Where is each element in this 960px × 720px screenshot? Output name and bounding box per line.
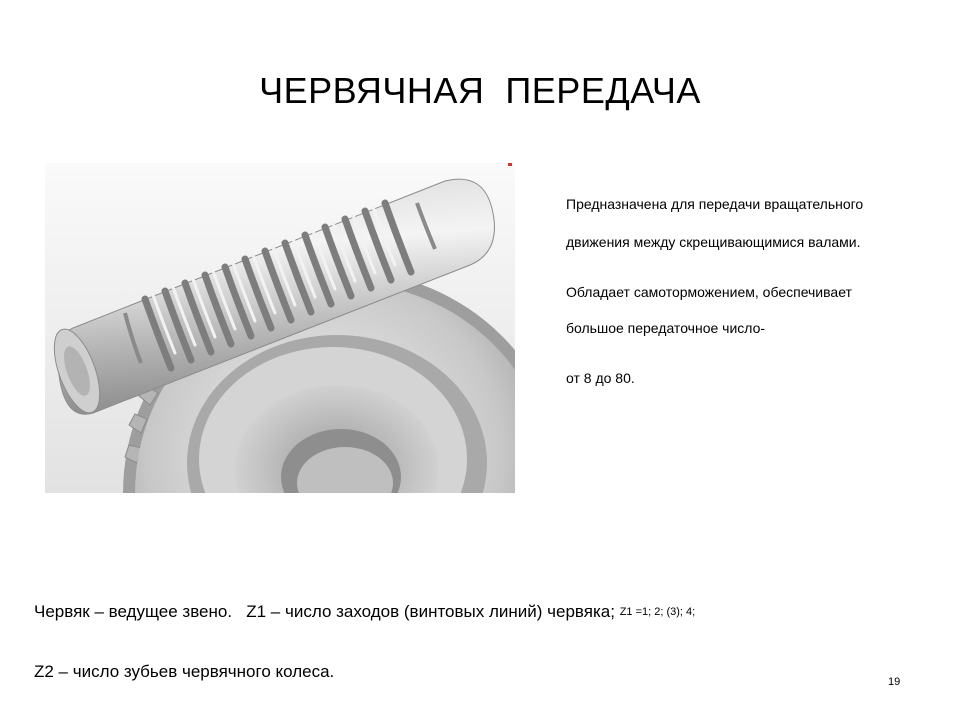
slide-title: ЧЕРВЯЧНАЯ ПЕРЕДАЧА	[259, 70, 701, 111]
page-number: 19	[888, 676, 901, 688]
worm-gear-illustration	[45, 163, 515, 493]
worm-definition-line	[34, 602, 695, 622]
worm-gear-image	[45, 163, 515, 493]
z2-definition-line: Z2 – число зубьев червячного колеса.	[34, 662, 335, 681]
worm-driving-link-text: Червяк – ведущее звено.	[34, 602, 233, 621]
z1-values-text: Z1 =1; 2; (3); 4;	[619, 606, 696, 618]
description-line-1: Предназначена для передачи вращательного	[566, 196, 864, 212]
z1-definition-text: Z1 – число заходов (винтовых линий) червяка;	[246, 602, 615, 621]
description-line-5: от 8 до 80.	[566, 370, 635, 386]
description-line-3: Обладает самоторможением, обеспечивает	[566, 284, 852, 300]
description-line-4: большое передаточное число-	[566, 320, 766, 336]
marker-dot	[508, 163, 512, 166]
description-line-2: движения между скрещивающимися валами.	[566, 234, 861, 250]
